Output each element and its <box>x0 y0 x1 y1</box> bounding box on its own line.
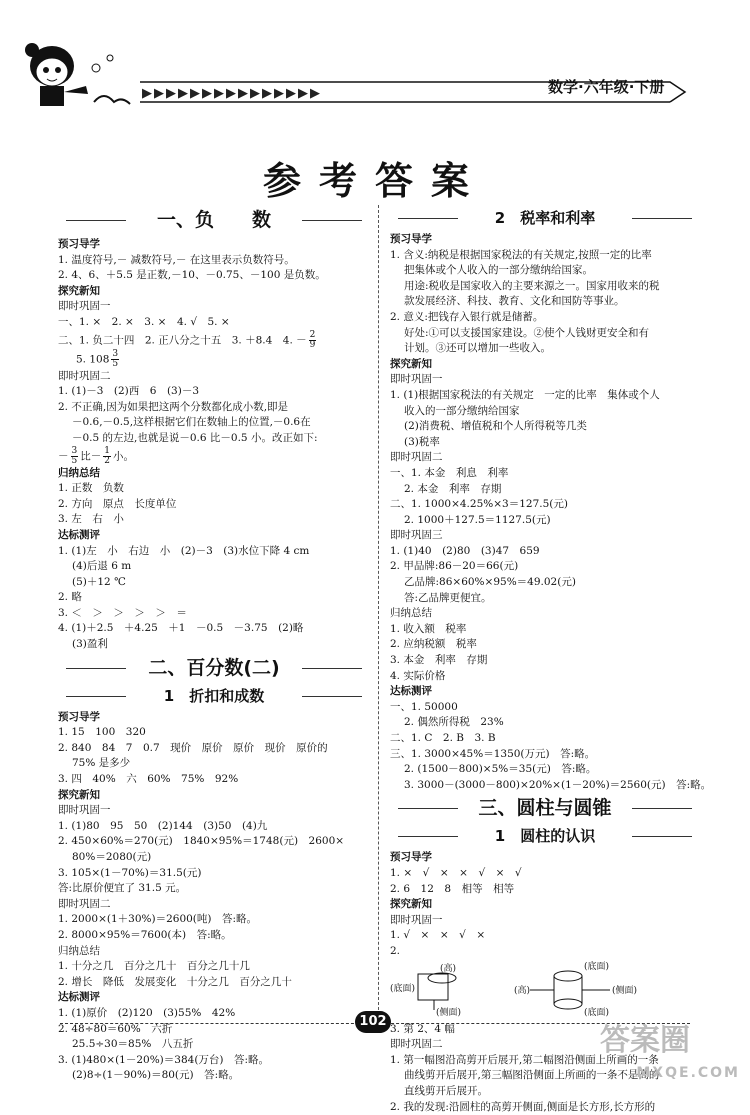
answer-line: 2. (1500－800)×5%＝35(元) 答:略。 <box>390 762 700 778</box>
answer-line: 1. 15 100 320 <box>58 725 370 741</box>
answer-line: 2. 6 12 8 相等 相等 <box>390 882 700 898</box>
section-heading: 一、负 数 <box>58 207 370 233</box>
fraction: $\frac{2}{9}$ <box>309 331 317 350</box>
diagram-label: (高) <box>440 962 456 978</box>
answer-line: －0.6,－0.5,这样根据它们在数轴上的位置,－0.6在 <box>58 415 370 431</box>
answer-line: 一、1. × 2. × 3. × 4. √ 5. × <box>58 315 370 331</box>
subsection-heading: 1 圆柱的认识 <box>390 825 700 847</box>
cylinder-diagram <box>390 964 700 1018</box>
answer-line: 1. × √ × × √ × √ <box>390 866 700 882</box>
answer-line: 2. 840 84 7 0.7 现价 原价 原价 现价 原价的 <box>58 741 370 757</box>
answer-line: 1. (1)原价 (2)120 (3)55% 42% <box>58 1006 370 1022</box>
answer-line: 计划。③还可以增加一些收入。 <box>390 341 700 357</box>
answer-line: 2. 1000＋127.5＝1127.5(元) <box>390 513 700 529</box>
answer-line: 4. 实际价格 <box>390 669 700 685</box>
answer-line: － $\frac{3}{5}$ 比－ $\frac{1}{2}$ 小。 <box>58 447 370 466</box>
section-heading: 三、圆柱与圆锥 <box>390 795 700 821</box>
section-label: 预习导学 <box>390 232 700 248</box>
answer-line: (4)后退 6 m <box>58 559 370 575</box>
answer-line: 直线剪开后展开。 <box>390 1084 700 1100</box>
mascot-illustration <box>14 40 134 112</box>
answer-line: 款发展经济、科技、教育、文化和国防等事业。 <box>390 294 700 310</box>
answer-line: 即时巩固一 <box>390 372 700 388</box>
answer-line: (3)税率 <box>390 435 700 451</box>
answer-line: 2. 4、6、＋5.5 是正数,－10、－0.75、－100 是负数。 <box>58 268 370 284</box>
answer-line: (5)＋12 ℃ <box>58 575 370 591</box>
answer-line: 即时巩固三 <box>390 528 700 544</box>
diagram-label: (底面) <box>584 1006 609 1022</box>
fraction: $\frac{3}{5}$ <box>111 350 119 369</box>
answer-line: 一、1. 50000 <box>390 700 700 716</box>
answer-line: 2. 意义:把钱存入银行就是储蓄。 <box>390 310 700 326</box>
answer-block <box>58 237 370 331</box>
right-column <box>390 205 700 1115</box>
diagram-label: (侧面) <box>612 984 637 1000</box>
answer-line: 即时巩固一 <box>58 299 370 315</box>
answer-line: 3. (1)480×(1－20%)＝384(万台) 答:略。 <box>58 1053 370 1069</box>
subsection-heading: 1 折扣和成数 <box>58 685 370 707</box>
section-label: 预习导学 <box>58 710 370 726</box>
answer-line: 2. 不正确,因为如果把这两个分数都化成小数,即是 <box>58 400 370 416</box>
answer-block <box>390 232 700 793</box>
answer-line: 1. (1)40 (2)80 (3)47 659 <box>390 544 700 560</box>
answer-line: 3. 四 40% 六 60% 75% 92% <box>58 772 370 788</box>
answer-line: 1. 十分之几 百分之几十 百分之几十几 <box>58 959 370 975</box>
answer-line: 好处:①可以支援国家建设。②使个人钱财更安全和有 <box>390 326 700 342</box>
answer-line: 曲线剪开后展开,第三幅图沿侧面上所画的一条不是高的 <box>390 1068 700 1084</box>
section-label: 探究新知 <box>58 284 370 300</box>
answer-line: 即时巩固二 <box>390 450 700 466</box>
answer-line: (2)8÷(1－90%)＝80(元) 答:略。 <box>58 1068 370 1084</box>
answer-line: 2. 本金 利率 存期 <box>390 482 700 498</box>
header-subject: 数学·六年级·下册 <box>548 76 664 97</box>
answer-line: 即时巩固二 <box>390 1037 700 1053</box>
answer-line: 2. 甲品牌:86－20＝66(元) <box>390 559 700 575</box>
section-label: 归纳总结 <box>58 466 370 482</box>
answer-line: 1. (1)左 小 右边 小 (2)－3 (3)水位下降 4 cm <box>58 544 370 560</box>
answer-line: (2)消费税、增值税和个人所得税等几类 <box>390 419 700 435</box>
answer-line: 2. 应纳税额 税率 <box>390 637 700 653</box>
answer-line: 2. 8000×95%＝7600(本) 答:略。 <box>58 928 370 944</box>
answer-line: 归纳总结 <box>390 606 700 622</box>
answer-line: 2. 略 <box>58 590 370 606</box>
answer-line: 2. 450×60%＝270(元) 1840×95%＝1748(元) 2600× <box>58 834 370 850</box>
answer-line: 1. 含义:纳税是根据国家税法的有关规定,按照一定的比率 <box>390 248 700 264</box>
answer-block <box>58 710 370 1084</box>
left-column <box>58 205 370 1084</box>
answer-line: －0.5 的左边,也就是说－0.6 比－0.5 小。改正如下: <box>58 431 370 447</box>
answer-line: 乙品牌:86×60%×95%＝49.02(元) <box>390 575 700 591</box>
answer-line: 即时巩固二 <box>58 369 370 385</box>
diagram-label: (底面) <box>390 982 415 998</box>
answer-line: 1. √ × × √ × <box>390 928 700 944</box>
subsection-heading: 2 税率和利率 <box>390 207 700 229</box>
diagram-label: (底面) <box>584 960 609 976</box>
answer-block <box>58 466 370 653</box>
section-heading: 二、百分数(二) <box>58 655 370 681</box>
column-divider <box>378 205 379 1025</box>
section-label: 达标测评 <box>58 990 370 1006</box>
answer-line: 即时巩固一 <box>58 803 370 819</box>
answer-line: 1. 正数 负数 <box>58 481 370 497</box>
watermark: 答案圈 MXQE.COM <box>600 1025 740 1089</box>
answer-line: 3. 左 右 小 <box>58 512 370 528</box>
answer-line: 二、1. 负二十四 2. 正八分之十五 3. ＋8.4 4. － $\frac{2}{9}$ <box>58 331 370 350</box>
section-label: 探究新知 <box>390 357 700 373</box>
answer-line: 2. 我的发现:沿圆柱的高剪开侧面,侧面是长方形,长方形的 <box>390 1100 700 1115</box>
answer-line: 答:比原价便宜了 31.5 元。 <box>58 881 370 897</box>
fraction: $\frac{1}{2}$ <box>103 447 111 466</box>
answer-line: 1. 2000×(1＋30%)＝2600(吨) 答:略。 <box>58 912 370 928</box>
answer-line: 5. 108 $\frac{3}{5}$ <box>58 350 370 369</box>
answer-line: 3. 本金 利率 存期 <box>390 653 700 669</box>
answer-line: 2. <box>390 944 700 960</box>
answer-block <box>390 850 700 959</box>
diagram-label: (侧面) <box>436 1006 461 1022</box>
answer-line: 一、1. 本金 利息 利率 <box>390 466 700 482</box>
answer-line: 3. ＜ ＞ ＞ ＞ ＞ ＝ <box>58 606 370 622</box>
answer-line: 三、1. 3000×45%＝1350(万元) 答:略。 <box>390 747 700 763</box>
answer-line: 收入的一部分缴纳给国家 <box>390 404 700 420</box>
answer-line: 归纳总结 <box>58 944 370 960</box>
section-label: 预习导学 <box>390 850 700 866</box>
answer-line: 用途:税收是国家收入的主要来源之一。国家用收来的税 <box>390 279 700 295</box>
page-number: 102 <box>355 1011 391 1033</box>
answer-line: 1. 第一幅图沿高剪开后展开,第二幅图沿侧面上所画的一条 <box>390 1053 700 1069</box>
answer-line: (3)盈利 <box>58 637 370 653</box>
section-label: 达标测评 <box>58 528 370 544</box>
header-arrows: ▶▶▶▶▶▶▶▶▶▶▶▶▶▶▶ <box>142 86 322 101</box>
answer-block <box>58 369 370 447</box>
section-label: 达标测评 <box>390 684 700 700</box>
section-label: 预习导学 <box>58 237 370 253</box>
answer-line: 75% 是多少 <box>58 756 370 772</box>
page-title: 参考答案 <box>0 150 750 205</box>
section-label: 探究新知 <box>390 897 700 913</box>
answer-line: 25.5÷30＝85% 八五折 <box>58 1037 370 1053</box>
answer-line: 1. (1)80 95 50 (2)144 (3)50 (4)九 <box>58 819 370 835</box>
answer-line: 2. 偶然所得税 23% <box>390 715 700 731</box>
answer-line: 把集体或个人收入的一部分缴纳给国家。 <box>390 263 700 279</box>
answer-line: 2. 48÷80＝60% 六折 <box>58 1022 370 1038</box>
answer-line: 答:乙品牌更便宜。 <box>390 591 700 607</box>
answer-line: 1. (1)－3 (2)西 6 (3)－3 <box>58 384 370 400</box>
answer-line: 2. 增长 降低 发展变化 十分之几 百分之几十 <box>58 975 370 991</box>
answer-line: 3. 105×(1－70%)＝31.5(元) <box>58 866 370 882</box>
answer-line: 1. 温度符号,－ 减数符号,－ 在这里表示负数符号。 <box>58 253 370 269</box>
answer-line: 3. 第 2、4 幅 <box>390 1022 700 1038</box>
answer-line: 即时巩固二 <box>58 897 370 913</box>
answer-line: 即时巩固一 <box>390 913 700 929</box>
fraction: $\frac{3}{5}$ <box>71 447 79 466</box>
answer-line: 二、1. C 2. B 3. B <box>390 731 700 747</box>
diagram-label: (高) <box>514 984 530 1000</box>
answer-line: 80%＝2080(元) <box>58 850 370 866</box>
answer-line: 2. 方向 原点 长度单位 <box>58 497 370 513</box>
section-label: 探究新知 <box>58 788 370 804</box>
answer-line: 1. 收入额 税率 <box>390 622 700 638</box>
answer-line: 1. (1)根据国家税法的有关规定 一定的比率 集体或个人 <box>390 388 700 404</box>
answer-line: 4. (1)＋2.5 ＋4.25 ＋1 －0.5 －3.75 (2)略 <box>58 621 370 637</box>
answer-line: 二、1. 1000×4.25%×3＝127.5(元) <box>390 497 700 513</box>
answer-line: 3. 3000－(3000－800)×20%×(1－20%)＝2560(元) 答:略。 <box>390 778 700 794</box>
